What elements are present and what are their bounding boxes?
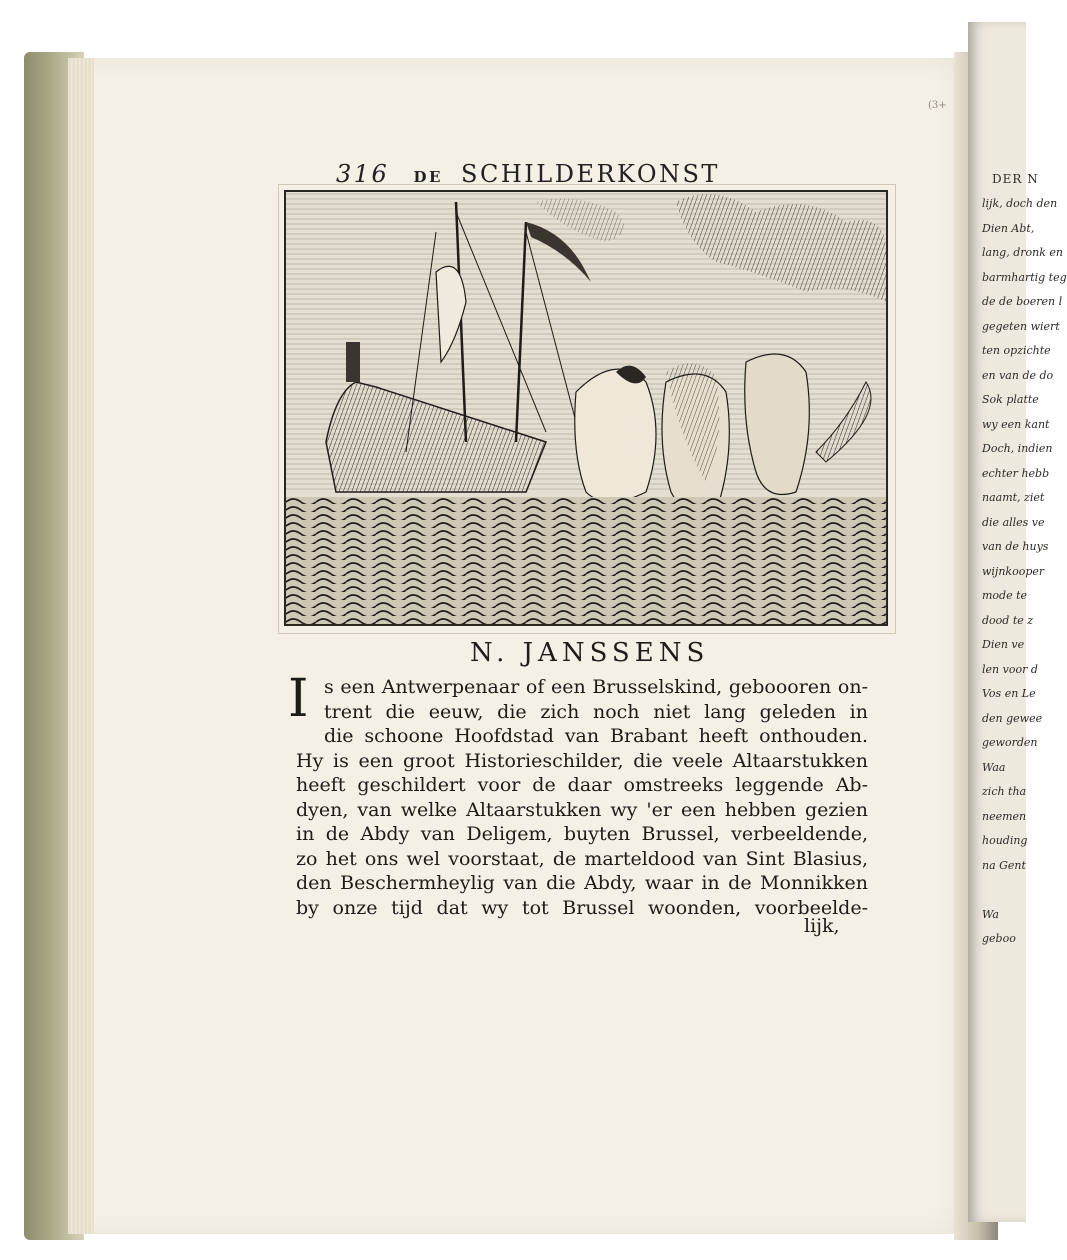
right-page [968,22,1067,1222]
right-page-line: gegeten wiert [982,319,1060,333]
right-page-line: ten opzichte [982,344,1051,357]
right-page-line: lijk, doch den [982,197,1058,210]
right-page-line: barmhartig teg [982,270,1067,284]
right-page-line: dood te z [982,613,1034,627]
right-page-line: zich tha [982,785,1027,798]
catchword: lijk, [804,915,840,937]
right-page-line: Sok platte [982,393,1039,406]
right-page-line: Vos en Le [982,687,1036,700]
right-page-line: neemen [982,809,1027,823]
body-text [288,669,868,920]
right-page-line: van de huys [982,540,1049,553]
text-line: in de Abdy van Deligem, buyten Brussel, verbeeldende, [296,823,868,845]
text-line: die schoone Hoofdstad van Brabant heeft onthouden. [324,725,868,747]
right-page-line: lang, dronk en [982,246,1063,259]
right-page-line: Waa [982,760,1006,774]
right-page-line: houding [982,834,1028,847]
right-page-line: na Gent [982,858,1026,872]
right-page-line: Wa [982,907,999,921]
right-page-line: geworden [982,736,1038,749]
right-page-line: wijnkooper [982,564,1045,578]
text-line: zo het ons wel voorstaat, de marteldood van Sint Blasius, [296,847,868,870]
right-page-line: den gewee [982,711,1043,725]
right-page-line: wy een kant [982,417,1050,431]
right-page-line: echter hebb [982,466,1050,480]
right-page-line: die alles ve [982,515,1045,529]
engraving-ship-and-mermaids-icon [284,190,888,626]
running-head-prefix: DE [413,168,443,186]
text-line: s een Antwerpenaar of een Brusselskind, geboooren on- [324,676,868,698]
right-page-line: Dien Abt, [982,221,1035,235]
text-line: heeft geschildert voor de daar omstreeks leggende Ab- [296,774,868,796]
text-line: trent die eeuw, die zich noch niet lang geleden in [324,700,868,723]
right-page-line: Doch, indien [982,442,1053,455]
text-line: dyen, van welke Altaarstukken wy 'er een hebben gezien [296,798,868,821]
right-page-line: geboo [982,932,1016,945]
text-line: by onze tijd dat wy tot Brussel woonden, voorbeelde- [296,896,868,919]
right-page-line: de de boeren l [982,295,1063,308]
section-title: N. JANSSENS [470,638,710,668]
right-page-line: en van de do [982,368,1054,382]
library-mark: (3+ [928,100,947,111]
right-page-running-head: DER N [992,172,1039,186]
drop-cap: I [288,669,309,729]
running-head-title: SCHILDERKONST [461,160,720,188]
right-page-line: mode te [982,589,1028,602]
right-page-line: Dien ve [982,638,1025,651]
page-number: 316 [336,160,390,188]
text-line: den Beschermheylig van die Abdy, waar in de Monnikken [296,872,868,894]
text-line: Hy is een groot Historieschilder, die veele Altaarstukken [296,749,868,772]
right-page-line: naamt, ziet [982,491,1045,504]
right-page-line: len voor d [982,662,1038,676]
